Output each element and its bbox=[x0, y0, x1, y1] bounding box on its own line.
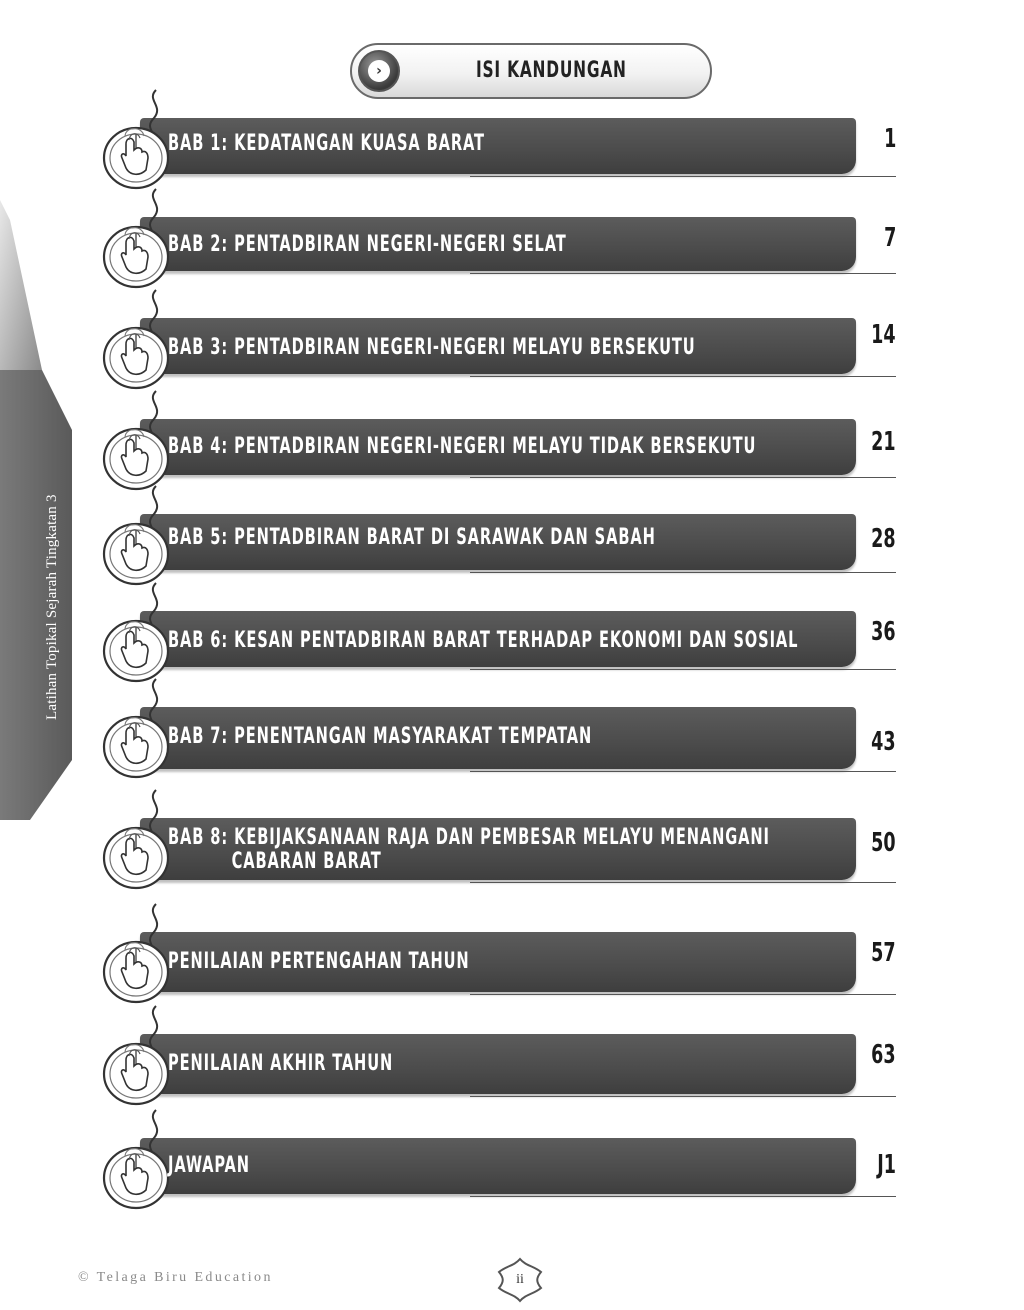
page-title: ISI KANDUNGAN bbox=[476, 58, 627, 83]
toc-row-underline bbox=[470, 273, 896, 274]
toc-row-underline bbox=[470, 669, 896, 670]
toc-row-label-line1: BAB 5: PENTADBIRAN BARAT DI SARAWAK DAN SABAH bbox=[168, 525, 656, 550]
side-tab-label: Latihan Topikal Sejarah Tingkatan 3 bbox=[44, 494, 60, 720]
toc-row-label-line1: BAB 7: PENENTANGAN MASYARAKAT TEMPATAN bbox=[168, 724, 593, 749]
toc-row-page-number: 63 bbox=[871, 1040, 896, 1070]
toc-row[interactable] bbox=[0, 707, 1024, 775]
toc-row-underline bbox=[470, 572, 896, 573]
toc-row-underline bbox=[470, 1096, 896, 1097]
toc-row-label bbox=[168, 725, 592, 749]
toc-row-label bbox=[168, 826, 770, 874]
toc-row-underline bbox=[470, 376, 896, 377]
toc-row[interactable] bbox=[0, 118, 1024, 180]
toc-row-page-number: 57 bbox=[871, 938, 896, 968]
toc-row[interactable] bbox=[0, 1138, 1024, 1200]
toc-row[interactable] bbox=[0, 818, 1024, 886]
toc-row-label-line1: BAB 6: KESAN PENTADBIRAN BARAT TERHADAP EKONOMI DAN SOSIAL bbox=[168, 628, 799, 653]
toc-row-label bbox=[168, 435, 756, 459]
toc-row-page-number: 36 bbox=[871, 617, 896, 647]
toc-row-label bbox=[168, 526, 656, 550]
toc-row-label-line1: BAB 8: KEBIJAKSANAAN RAJA DAN PEMBESAR MELAYU MENANGANI bbox=[168, 825, 770, 850]
toc-row-label-line1: PENILAIAN PERTENGAHAN TAHUN bbox=[168, 949, 470, 974]
toc-row-label bbox=[168, 1154, 250, 1178]
toc-row-page-number: 21 bbox=[871, 427, 896, 457]
toc-row-page-number: 43 bbox=[871, 727, 896, 757]
toc-row-label-line2: CABARAN BARAT bbox=[231, 849, 382, 874]
toc-row[interactable] bbox=[0, 217, 1024, 277]
toc-row[interactable] bbox=[0, 611, 1024, 673]
toc-row-page-number: 14 bbox=[871, 320, 896, 350]
toc-row-underline bbox=[470, 771, 896, 772]
toc-row-page-number: J1 bbox=[877, 1150, 896, 1180]
toc-row-underline bbox=[470, 1196, 896, 1197]
toc-row-page-number: 50 bbox=[871, 828, 896, 858]
toc-row-page-number: 28 bbox=[871, 524, 896, 554]
toc-row-label-line1: BAB 4: PENTADBIRAN NEGERI-NEGERI MELAYU TIDAK BERSEKUTU bbox=[168, 434, 757, 459]
toc-row[interactable] bbox=[0, 419, 1024, 481]
toc-row-label-line1: PENILAIAN AKHIR TAHUN bbox=[168, 1051, 394, 1076]
toc-row-underline bbox=[470, 994, 896, 995]
toc-row[interactable] bbox=[0, 1034, 1024, 1100]
toc-row-label-line1: JAWAPAN bbox=[168, 1153, 250, 1178]
toc-row[interactable] bbox=[0, 932, 1024, 998]
toc-row-label bbox=[168, 336, 696, 360]
toc-row-page-number: 1 bbox=[883, 124, 896, 154]
footer-copyright: © Telaga Biru Education bbox=[78, 1270, 273, 1285]
toc-row-label bbox=[168, 950, 470, 974]
page-number: ii bbox=[516, 1272, 524, 1287]
toc-row-label-line1: BAB 1: KEDATANGAN KUASA BARAT bbox=[168, 131, 485, 156]
toc-row-label-line1: BAB 2: PENTADBIRAN NEGERI-NEGERI SELAT bbox=[168, 232, 567, 257]
toc-row[interactable] bbox=[0, 318, 1024, 380]
chevron-right-icon: › bbox=[358, 50, 400, 92]
toc-row-label-line1: BAB 3: PENTADBIRAN NEGERI-NEGERI MELAYU BERSEKUTU bbox=[168, 335, 696, 360]
toc-row-underline bbox=[470, 176, 896, 177]
toc-row[interactable] bbox=[0, 514, 1024, 576]
toc-row-page-number: 7 bbox=[883, 223, 896, 253]
toc-row-underline bbox=[470, 882, 896, 883]
toc-row-label bbox=[168, 1052, 393, 1076]
toc-row-label bbox=[168, 629, 798, 653]
toc-row-label bbox=[168, 132, 485, 156]
toc-row-underline bbox=[470, 477, 896, 478]
toc-row-label bbox=[168, 233, 567, 257]
